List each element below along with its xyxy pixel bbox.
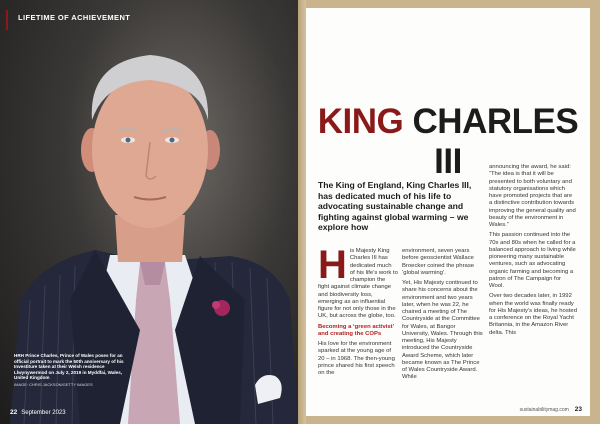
right-page — [306, 8, 590, 416]
column-2 — [402, 248, 484, 385]
headline-rest: CHARLES III — [412, 102, 579, 181]
left-folio — [10, 409, 66, 416]
col2-paragraph-1: environment, seven years before geoscientist Wallace Broecker coined the phrase ‘global warming’. — [402, 248, 475, 276]
left-page-number: 22 — [10, 409, 18, 416]
col2-paragraph-2: Yet, His Majesty continued to share his concerns about the environment and two years later, when he was 22, he chaired a meeting of The Countryside at the Committee for Wales, at Bangor University, Wales. Through this meeting, His Majesty introduced the Countryside Award Scheme, which later became known as The Prince of Wales Countryside Award. While — [402, 280, 483, 381]
left-page — [0, 0, 298, 424]
right-page-number: 23 — [574, 406, 582, 413]
col3-paragraph-3: Over two decades later, in 1992 when the world was finally ready for His Majesty’s ideas, he hosted a conference on the Royal Yacht Britannia, in the Amazon River delta. This — [489, 293, 577, 336]
intro-paragraph: is Majesty King Charles III has dedicated much of his life’s work to champion the fight against climate change and biodiversity loss, emerging as an influential figure for not only those in the UK, but across the globe, too. — [318, 248, 398, 320]
website-url: sustainabilitymag.com — [519, 407, 569, 413]
subhead: Becoming a ‘green activist’ and creating the COPs — [318, 323, 394, 337]
face — [92, 72, 208, 228]
column-1 — [318, 243, 398, 380]
standfirst: The King of England, King Charles III, has dedicated much of his life to advocating sustainable change and fighting against global warming – we explore how — [318, 180, 472, 233]
photo-caption — [14, 353, 134, 388]
spine — [298, 0, 306, 424]
col1-paragraph: His love for the environment sparked at the young age of 20 – in 1968. The then-young prince shared his first speech on the — [318, 341, 395, 376]
section-label: LIFETIME OF ACHIEVEMENT — [18, 13, 131, 22]
photo-credit: IMAGE: CHRIS JACKSON/GETTY IMAGES — [14, 381, 93, 387]
col3-paragraph-2: This passion continued into the 70s and 80s when he called for a balanced approach to living while pioneering many sustainable ventures, such as advocating organic farming and becoming a patron of The Campaign for Wool. — [489, 232, 576, 289]
col3-paragraph-1: announcing the award, he said: “The idea is that it will be presented to both voluntary and statutory organisations which have promoted projects that are a distinctive contribution towards improving the general quality and beauty of the environment in Wales.” — [489, 164, 576, 228]
drop-cap: H — [318, 243, 347, 287]
right-folio — [520, 406, 582, 413]
caption-text: HRH Prince Charles, Prince of Wales poses for an official portrait to mark the 50th anniversary of his Investiture taken at their Welsh residence Llwynywermod on July 2, 2019 in Myddfai, Wales, United Kingdom — [14, 353, 124, 381]
column-3 — [489, 164, 577, 340]
section-rule — [6, 10, 8, 30]
headline-king: KING — [317, 102, 404, 141]
issue-date: September 2023 — [21, 410, 66, 416]
